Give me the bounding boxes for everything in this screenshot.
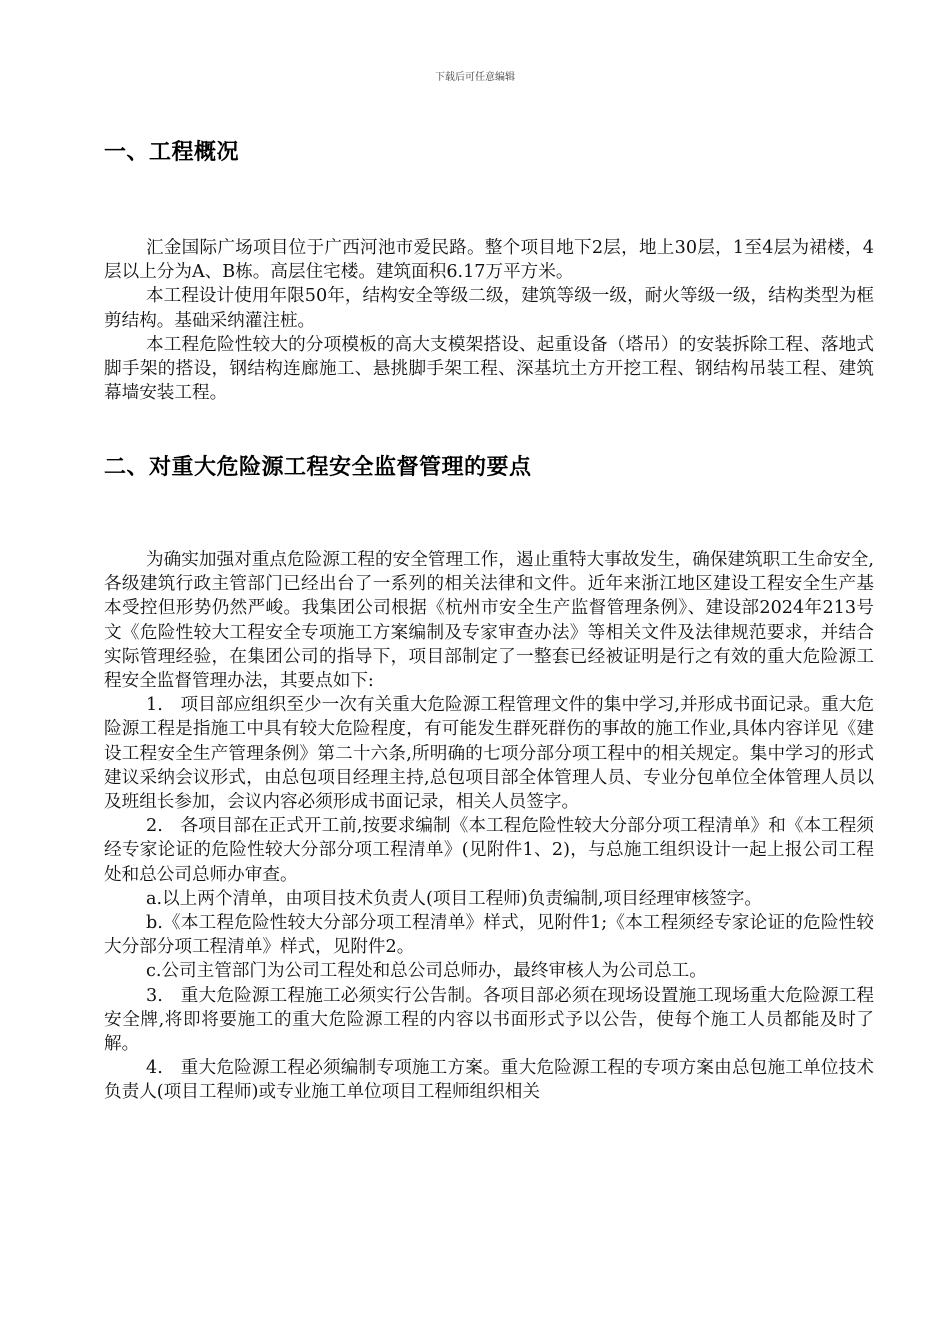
header-note: 下载后可任意编辑 <box>435 72 515 83</box>
section-2-body <box>104 548 874 1105</box>
paragraph: 汇金国际广场项目位于广西河池市爱民路。整个项目地下2层，地上30层，1至4层为裙楼，4层以上分为A、B栋。高层住宅楼。建筑面积6.17万平方米。 <box>104 238 874 283</box>
paragraph: 为确实加强对重点危险源工程的安全管理工作，遏止重特大事故发生，确保建筑职工生命安全,各级建筑行政主管部门已经出台了一系列的相关法律和文件。近年来浙江地区建设工程安全生产基本受控但形势仍然严峻。我集团公司根据《杭州市安全生产监督管理条例》、建设部2024年213号文《危险性较大工程安全专项施工方案编制及专家审查办法》等相关文件及法律规范要求，并结合实际管理经验，在集团公司的指导下，项目部制定了一整套已经被证明是行之有效的重大危险源工程安全监督管理办法，其要点如下: <box>104 550 874 692</box>
list-item: 3. 重大危险源工程施工必须实行公告制。各项目部必须在现场设置施工现场重大危险源工程安全牌,将即将要施工的重大危险源工程的内容以书面形式予以公告，使每个施工人员都能及时了解。 <box>104 985 874 1055</box>
paragraph: 本工程危险性较大的分项模板的高大支模架搭设、起重设备（塔吊）的安装拆除工程、落地式脚手架的搭设，钢结构连廊施工、悬挑脚手架工程、深基坑土方开挖工程、钢结构吊装工程、建筑幕墙安装工程。 <box>104 334 874 404</box>
sub-list-item: a.以上两个清单，由项目技术负责人(项目工程师)负责编制,项目经理审核签字。 <box>146 888 762 909</box>
list-item: 1. 项目部应组织至少一次有关重大危险源工程管理文件的集中学习,并形成书面记录。重大危险源工程是指施工中具有较大危险程度，有可能发生群死群伤的事故的施工作业,具体内容详见《建设工程安全生产管理条例》第二十六条,所明确的七项分部分项工程中的相关规定。集中学习的形式建议采纳会议形式，由总包项目经理主持,总包项目部全体管理人员、专业分包单位全体管理人员以及班组长参加，会议内容必须形成书面记录，相关人员签字。 <box>104 695 874 813</box>
section-2-heading: 二、对重大危险源工程安全监督管理的要点 <box>104 455 532 480</box>
sub-list-item: b.《本工程危险性较大分部分项工程清单》样式，见附件1;《本工程须经专家论证的危险性较大分部分项工程清单》样式，见附件2。 <box>104 913 874 958</box>
section-1-body <box>104 236 874 405</box>
paragraph: 本工程设计使用年限50年，结构安全等级二级，建筑等级一级，耐火等级一级，结构类型为框剪结构。基础采纳灌注桩。 <box>104 286 874 331</box>
sub-list-item: c.公司主管部门为公司工程处和总公司总师办，最终审核人为公司总工。 <box>146 961 707 982</box>
list-item: 4. 重大危险源工程必须编制专项施工方案。重大危险源工程的专项方案由总包施工单位技术负责人(项目工程师)或专业施工单位项目工程师组织相关 <box>104 1058 874 1103</box>
section-1-heading: 一、工程概况 <box>104 140 240 165</box>
list-item: 2. 各项目部在正式开工前,按要求编制《本工程危险性较大分部分项工程清单》和《本工程须经专家论证的危险性较大分部分项工程清单》(见附件1、2)，与总施工组织设计一起上报公司工程处和总公司总师办审查。 <box>104 816 874 885</box>
